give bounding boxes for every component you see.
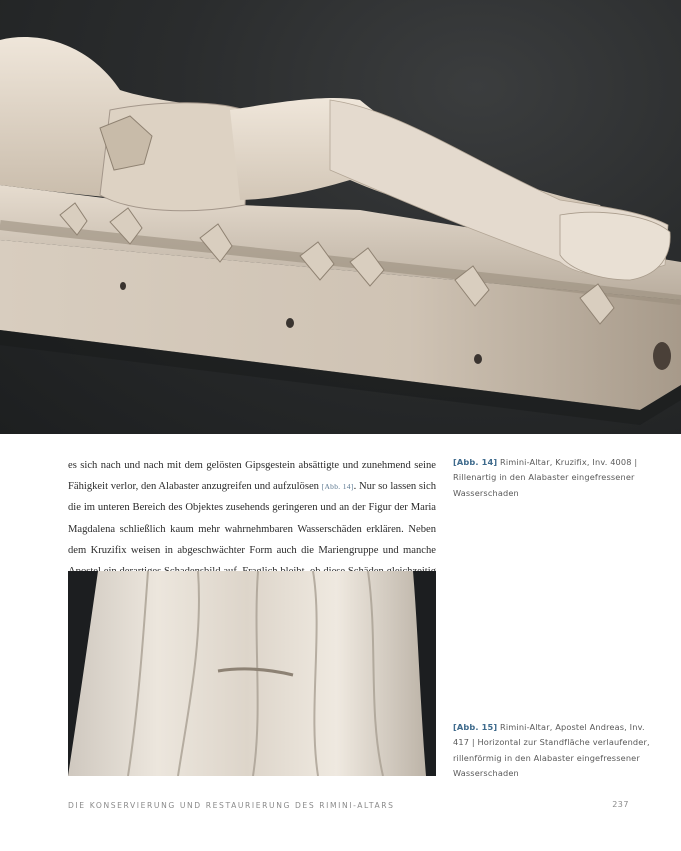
- figure-15-caption-text: Rimini-Altar, Apostel Andreas, Inv. 417 | Horizontal zur Standfläche verlaufender, rillenförmig in den Alabaster eingefressener Wasserschaden: [453, 722, 650, 779]
- figure-14-caption: [453, 455, 653, 501]
- running-title: DIE KONSERVIERUNG UND RESTAURIERUNG DES RIMINI-ALTARS: [68, 801, 395, 810]
- figure-15-caption: [453, 720, 653, 782]
- figure-14-label: [Abb. 14]: [453, 457, 498, 467]
- figure-15-label: [Abb. 15]: [453, 722, 498, 732]
- body-text-part-1: es sich nach und nach mit dem gelösten Gipsgestein absättigte und zunehmend seine Fähigkeit verlor, den Alabaster anzugreifen und aufzulösen: [68, 460, 436, 493]
- figure-reference-link[interactable]: [Abb. 14]: [321, 482, 354, 492]
- figure-15-photo: [68, 571, 436, 776]
- body-text-part-2: . Nur so lassen sich die im unteren Bereich des Objektes zusehends geringeren und an der Figur der Maria Magdalena schließlich kaum mehr wahrnehmbaren Wasserschäden erklären. Neben dem Kruzifix weisen in abgeschwächter Form auch die Mariengruppe und manche: [68, 481, 436, 556]
- robe-illustration: [68, 571, 436, 776]
- figure-14-caption-text: Rimini-Altar, Kruzifix, Inv. 4008 | Rillenartig in den Alabaster eingefressener Wasserschaden: [453, 457, 638, 498]
- page-number: 237: [612, 800, 629, 809]
